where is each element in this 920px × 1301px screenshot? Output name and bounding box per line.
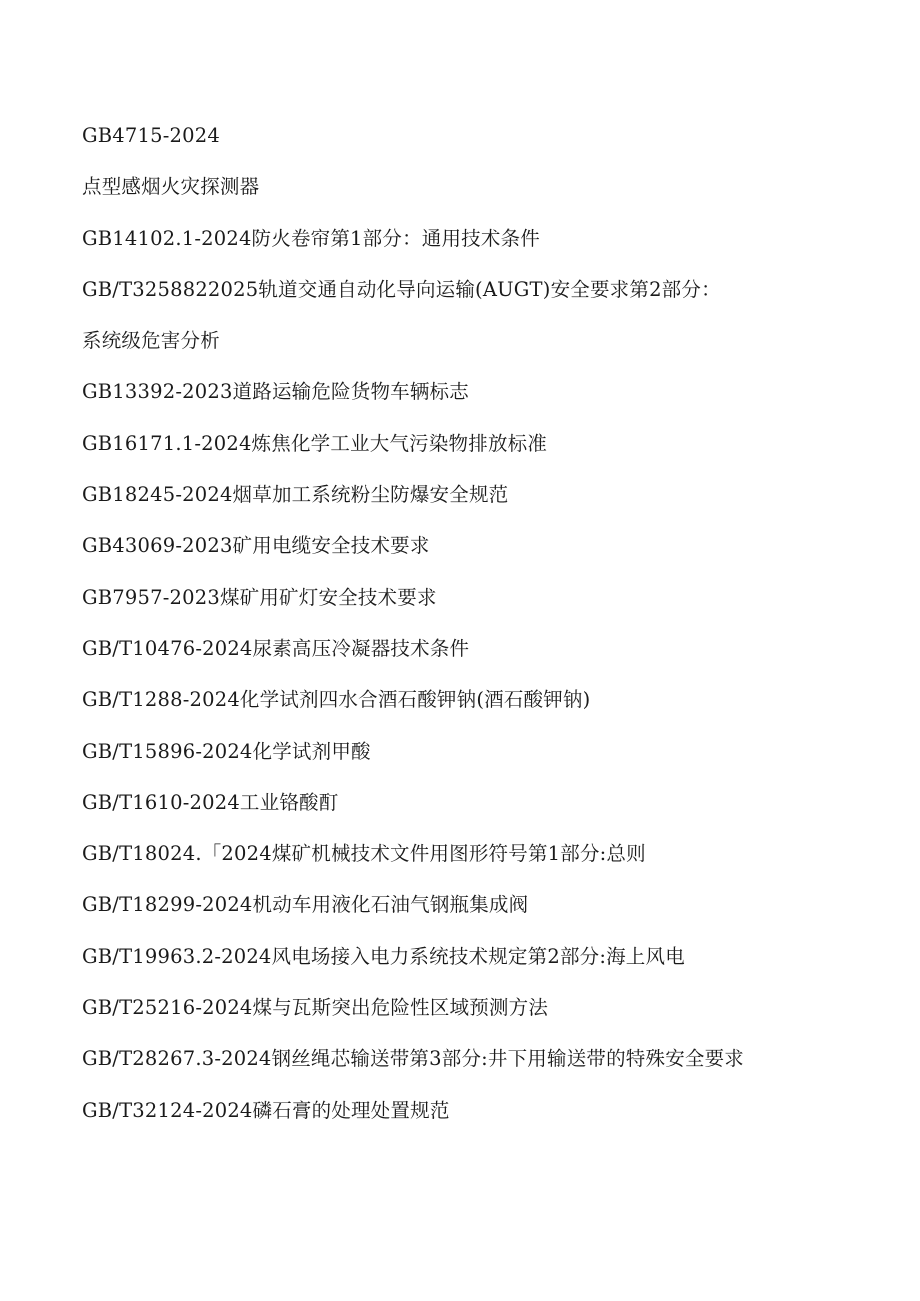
standard-line: 系统级危害分析 (82, 329, 220, 353)
standard-line: GB14102.1-2024防火卷帘第1部分：通用技术条件 (82, 226, 540, 250)
standard-line: GB/T15896-2024化学试剂甲酸 (82, 739, 371, 763)
standard-line: GB/T10476-2024尿素高压冷凝器技术条件 (82, 636, 470, 660)
standard-line: 点型感烟火灾探测器 (82, 175, 260, 199)
standards-list (82, 118, 744, 1144)
standard-line: GB16171.1-2024炼焦化学工业大气污染物排放标准 (82, 431, 548, 455)
standard-line: GB/T28267.3-2024钢丝绳芯输送带第3部分:井下用输送带的特殊安全要求 (82, 1047, 745, 1071)
standard-line: GB/T25216-2024煤与瓦斯突出危险性区域预测方法 (82, 996, 549, 1020)
standard-line: GB/T32124-2024磷石膏的处理处置规范 (82, 1098, 450, 1122)
standard-line: GB/T3258822025轨道交通自动化导向运输(AUGT)安全要求第2部分： (82, 277, 721, 301)
standard-line: GB43069-2023矿用电缆安全技术要求 (82, 534, 430, 558)
standard-line: GB18245-2024烟草加工系统粉尘防爆安全规范 (82, 483, 509, 507)
standard-line: GB/T19963.2-2024风电场接入电力系统技术规定第2部分:海上风电 (82, 944, 685, 968)
standard-line: GB13392-2023道路运输危险货物车辆标志 (82, 380, 469, 404)
standard-line: GB/T1288-2024化学试剂四水合酒石酸钾钠(酒石酸钾钠) (82, 688, 591, 712)
standard-line: GB/T18024.「2024煤矿机械技术文件用图形符号第1部分:总则 (82, 842, 646, 866)
standard-line: GB/T18299-2024机动车用液化石油气钢瓶集成阀 (82, 893, 529, 917)
standard-line: GB7957-2023煤矿用矿灯安全技术要求 (82, 585, 437, 609)
standard-line: GB4715-2024 (82, 124, 220, 147)
standard-line: GB/T1610-2024工业铬酸酊 (82, 790, 339, 814)
